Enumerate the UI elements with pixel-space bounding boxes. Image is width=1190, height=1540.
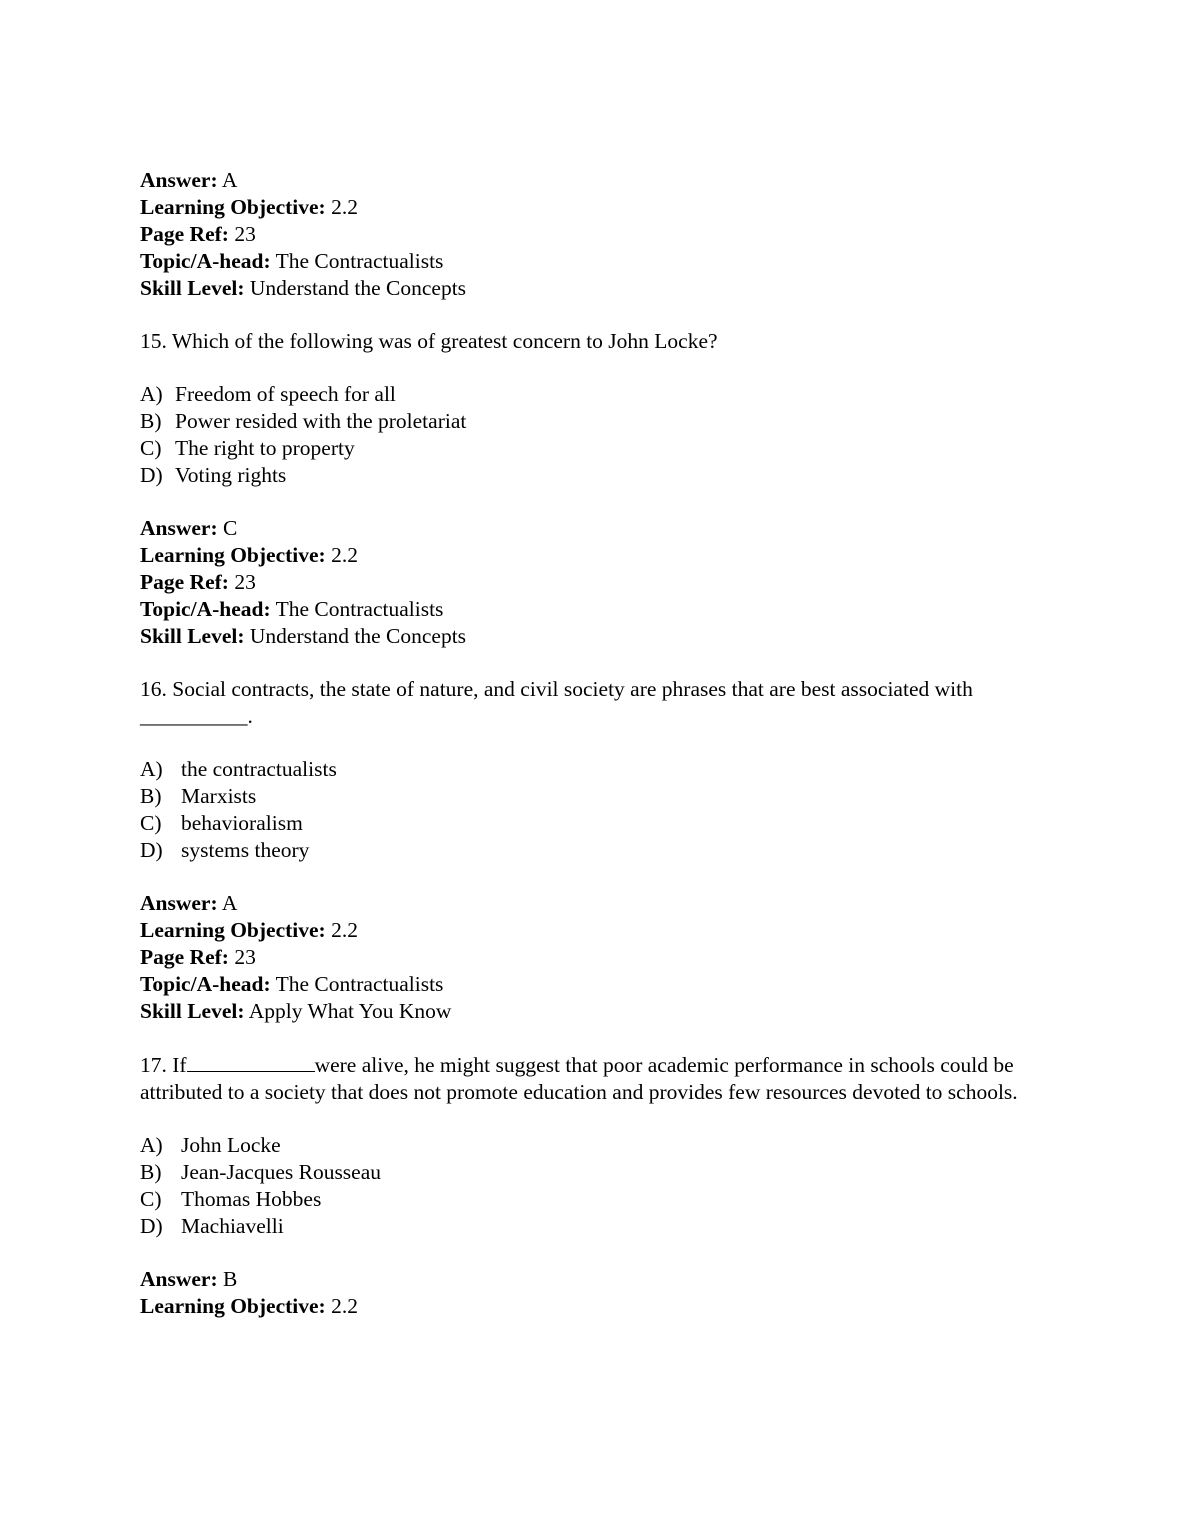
- option-letter: B): [140, 409, 162, 433]
- option-letter: D): [140, 463, 163, 487]
- learning-objective-value: 2.2: [331, 543, 358, 567]
- answer-value: A: [221, 168, 238, 192]
- page-ref-value: 23: [234, 222, 256, 246]
- topic-value: The Contractualists: [275, 972, 444, 996]
- answer-label: Answer:: [140, 168, 218, 192]
- skill-level-line: [140, 275, 1060, 302]
- option-letter: C): [140, 436, 162, 460]
- option-text: behavioralism: [181, 811, 303, 835]
- question-17: [140, 1051, 1060, 1320]
- skill-level-label: Skill Level:: [140, 999, 245, 1023]
- option-text: Marxists: [181, 784, 257, 808]
- page-ref-value: 23: [234, 945, 256, 969]
- option-d: [140, 462, 1060, 489]
- learning-objective-line: [140, 917, 1060, 944]
- answer-blank: [187, 1051, 315, 1072]
- skill-level-value: Understand the Concepts: [249, 624, 467, 648]
- option-text: Thomas Hobbes: [181, 1187, 322, 1211]
- option-a: [140, 381, 1060, 408]
- option-c: [140, 435, 1060, 462]
- option-letter: A): [140, 1133, 163, 1157]
- topic-line: [140, 248, 1060, 275]
- option-letter: C): [140, 1187, 162, 1211]
- option-a: [140, 1132, 1060, 1159]
- option-text: Machiavelli: [181, 1214, 284, 1238]
- page-ref-label: Page Ref:: [140, 945, 229, 969]
- answer-line: [140, 167, 1060, 194]
- learning-objective-value: 2.2: [331, 918, 358, 942]
- option-letter: D): [140, 838, 163, 862]
- option-d: [140, 1213, 1060, 1240]
- skill-level-line: [140, 623, 1060, 650]
- answer-metadata-q14: [140, 167, 1060, 302]
- option-text: Freedom of speech for all: [175, 382, 396, 406]
- page-ref-label: Page Ref:: [140, 222, 229, 246]
- topic-value: The Contractualists: [275, 249, 444, 273]
- skill-level-label: Skill Level:: [140, 276, 245, 300]
- question-suffix: were alive, he might suggest that poor academic performance in schools could be attributed to a society that does not promote education and provides few resources devoted to schools.: [140, 1053, 1018, 1104]
- option-letter: B): [140, 1160, 162, 1184]
- option-letter: D): [140, 1214, 163, 1238]
- answer-value: A: [221, 891, 238, 915]
- option-d: [140, 837, 1060, 864]
- page-ref-line: [140, 569, 1060, 596]
- learning-objective-label: Learning Objective:: [140, 1294, 326, 1318]
- answer-value: C: [223, 516, 238, 540]
- topic-value: The Contractualists: [275, 597, 444, 621]
- topic-label: Topic/A-head:: [140, 249, 271, 273]
- document-page: [140, 167, 1060, 1320]
- skill-level-value: Apply What You Know: [248, 999, 452, 1023]
- page-ref-line: [140, 221, 1060, 248]
- skill-level-label: Skill Level:: [140, 624, 245, 648]
- option-text: Jean-Jacques Rousseau: [181, 1160, 382, 1184]
- option-letter: C): [140, 811, 162, 835]
- learning-objective-line: [140, 1293, 1060, 1320]
- answer-line: [140, 515, 1060, 542]
- option-c: [140, 810, 1060, 837]
- option-b: [140, 1159, 1060, 1186]
- answer-line: [140, 1266, 1060, 1293]
- answer-value: B: [223, 1267, 238, 1291]
- option-c: [140, 1186, 1060, 1213]
- page-ref-line: [140, 944, 1060, 971]
- question-blank: __________.: [140, 704, 253, 728]
- option-b: [140, 408, 1060, 435]
- learning-objective-label: Learning Objective:: [140, 543, 326, 567]
- question-text: 15. Which of the following was of greatest concern to John Locke?: [140, 329, 718, 353]
- question-text: [140, 1051, 1060, 1106]
- option-text: the contractualists: [181, 757, 337, 781]
- page-ref-value: 23: [234, 570, 256, 594]
- option-b: [140, 783, 1060, 810]
- learning-objective-label: Learning Objective:: [140, 195, 326, 219]
- answer-label: Answer:: [140, 516, 218, 540]
- option-letter: B): [140, 784, 162, 808]
- option-text: systems theory: [181, 838, 310, 862]
- question-text: 16. Social contracts, the state of nature, and civil society are phrases that are best associated with: [140, 677, 973, 701]
- learning-objective-value: 2.2: [331, 195, 358, 219]
- learning-objective-line: [140, 194, 1060, 221]
- question-16: [140, 676, 1060, 1025]
- question-prefix: 17. If: [140, 1053, 187, 1077]
- skill-level-line: [140, 998, 1060, 1025]
- topic-line: [140, 971, 1060, 998]
- option-text: Power resided with the proletariat: [175, 409, 467, 433]
- page-ref-label: Page Ref:: [140, 570, 229, 594]
- topic-label: Topic/A-head:: [140, 597, 271, 621]
- option-text: John Locke: [181, 1133, 281, 1157]
- answer-label: Answer:: [140, 1267, 218, 1291]
- learning-objective-value: 2.2: [331, 1294, 358, 1318]
- answer-line: [140, 890, 1060, 917]
- option-letter: A): [140, 757, 163, 781]
- skill-level-value: Understand the Concepts: [249, 276, 467, 300]
- question-15: [140, 328, 1060, 650]
- option-a: [140, 756, 1060, 783]
- option-text: The right to property: [175, 436, 355, 460]
- option-text: Voting rights: [175, 463, 287, 487]
- topic-label: Topic/A-head:: [140, 972, 271, 996]
- option-letter: A): [140, 382, 163, 406]
- learning-objective-label: Learning Objective:: [140, 918, 326, 942]
- answer-label: Answer:: [140, 891, 218, 915]
- learning-objective-line: [140, 542, 1060, 569]
- topic-line: [140, 596, 1060, 623]
